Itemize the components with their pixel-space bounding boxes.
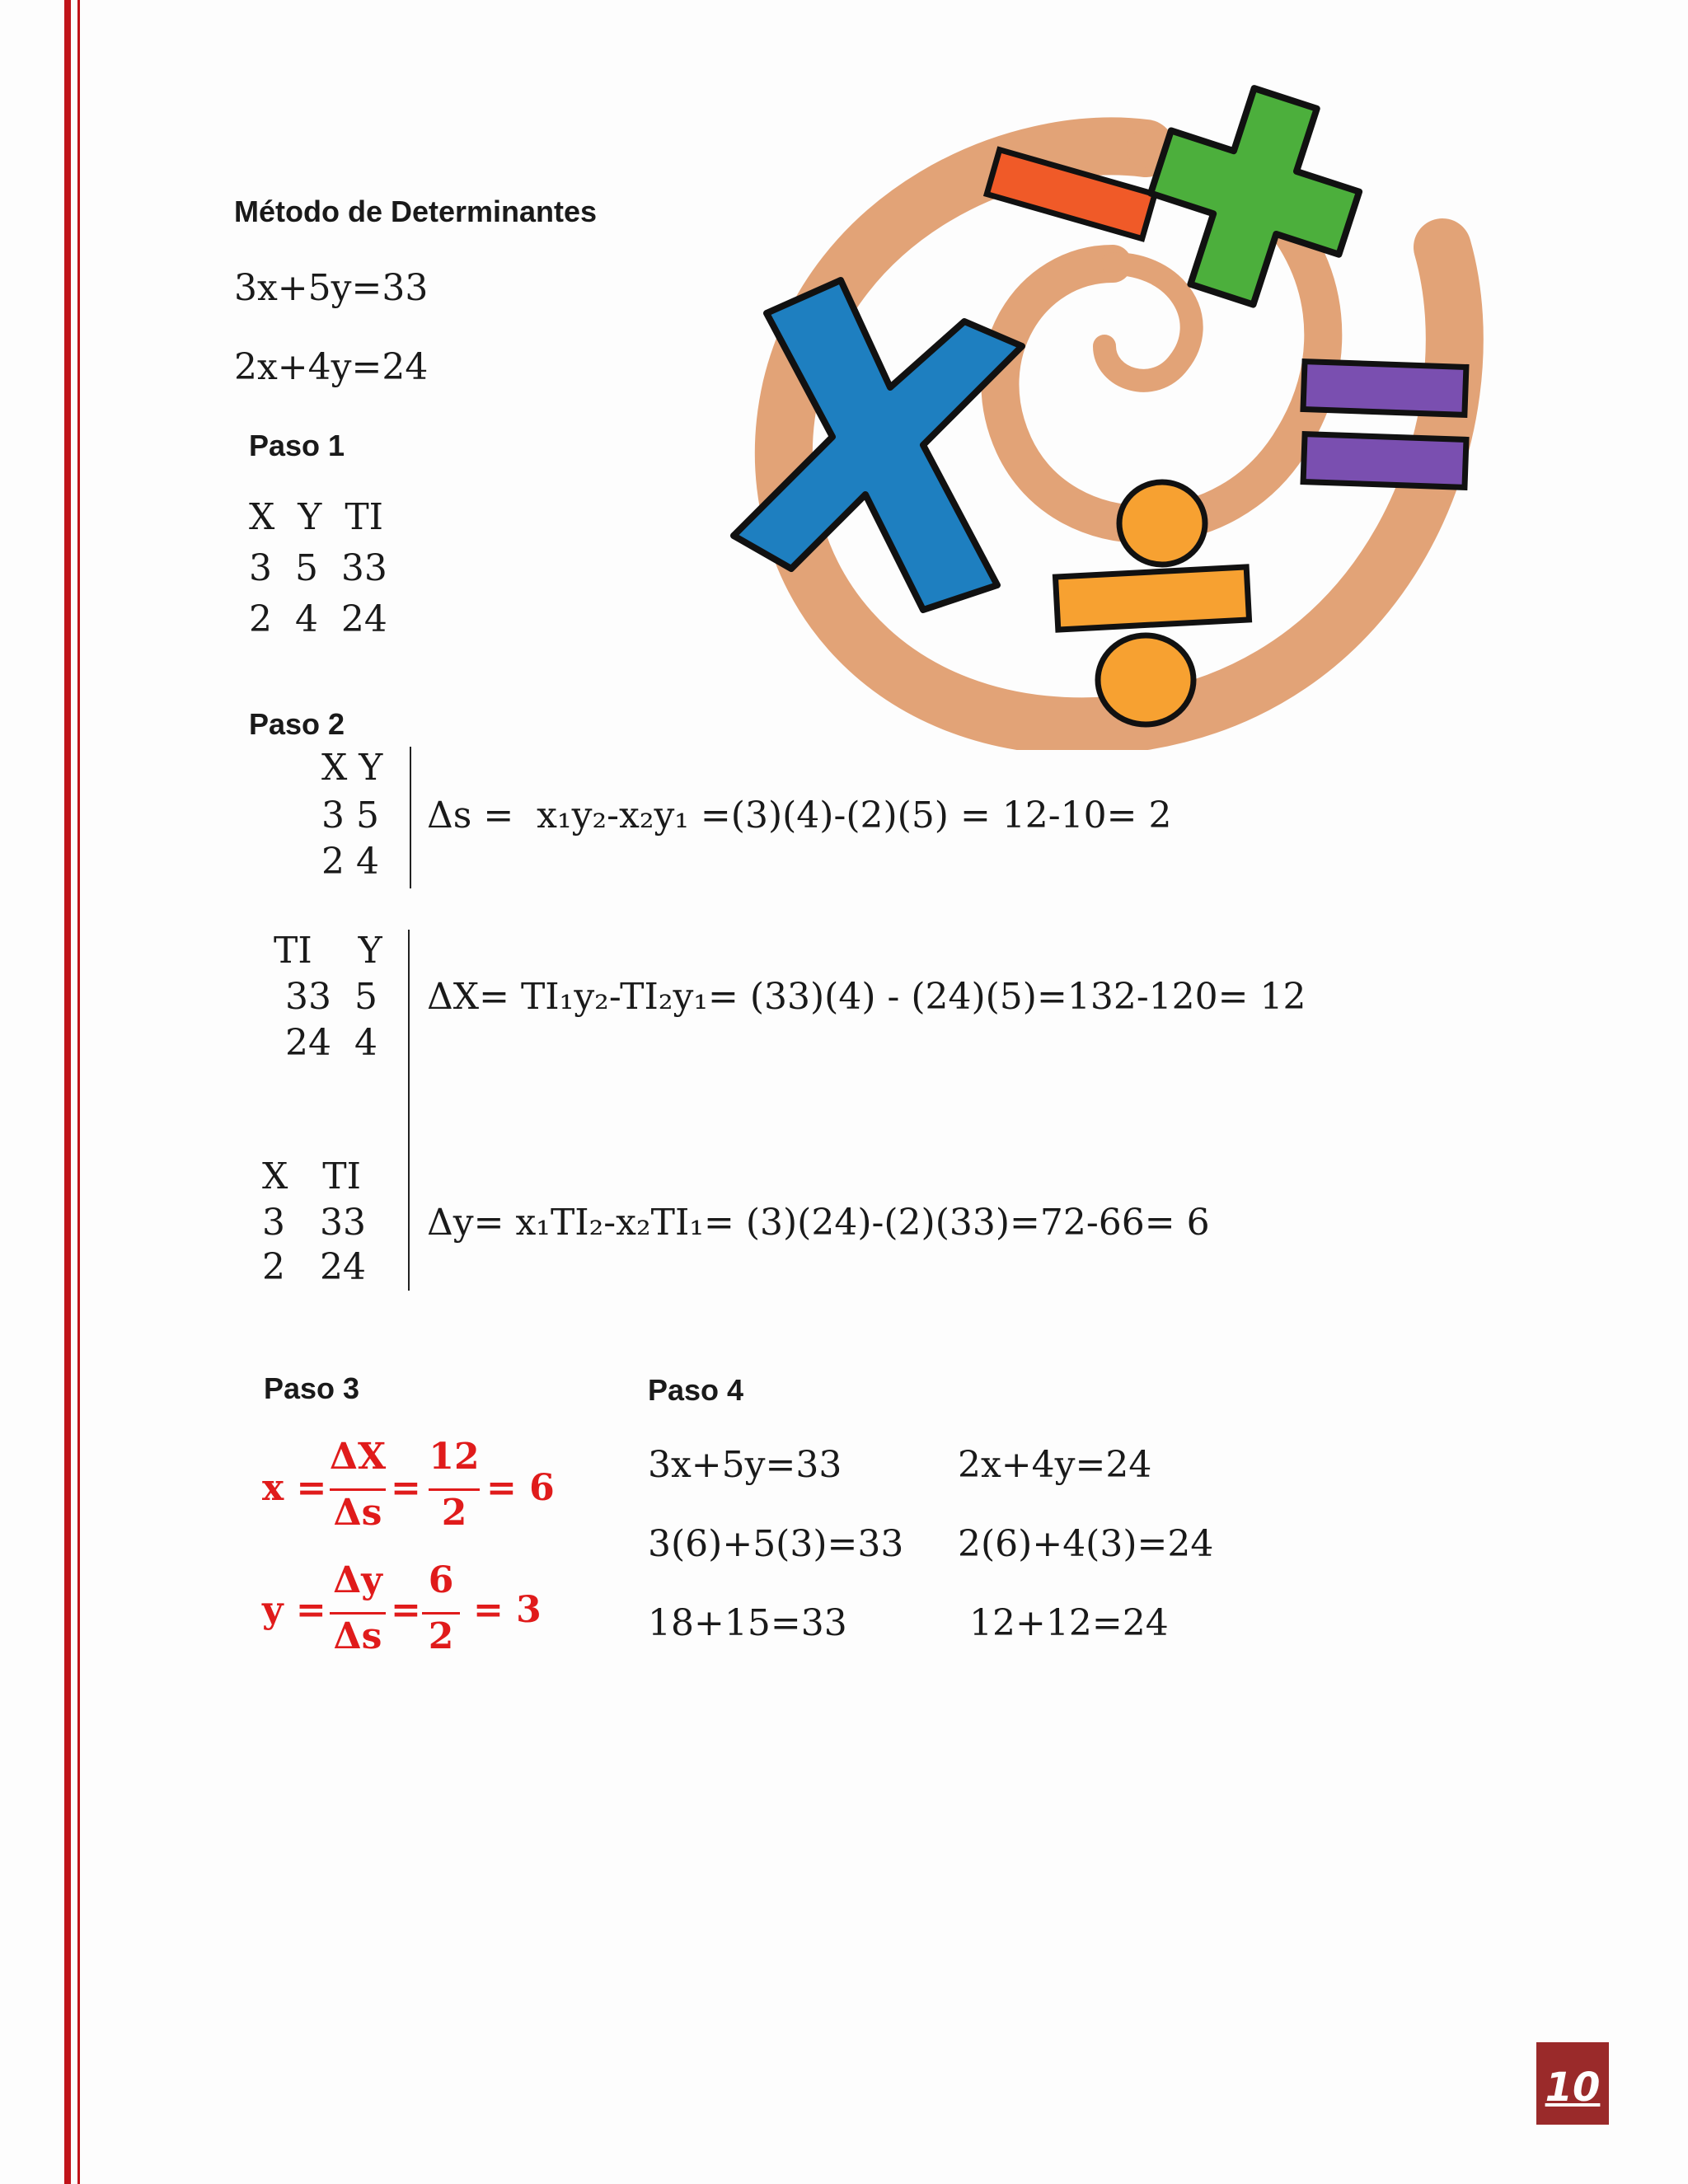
ds-formula: Δs = x₁y₂-x₂y₁ =(3)(4)-(2)(5) = 12-10= 2 [427, 794, 1172, 837]
paso1-label: Paso 1 [249, 429, 345, 462]
page-number: 10 [1545, 2064, 1601, 2111]
x-den2: 2 [441, 1492, 467, 1534]
paso4-label: Paso 4 [648, 1373, 744, 1407]
y-den1: Δs [333, 1615, 382, 1657]
equation-1: 3x+5y=33 [234, 267, 429, 309]
check-eq1-line-2: 3(6)+5(3)=33 [648, 1523, 904, 1565]
x-num1: ΔX [329, 1436, 387, 1478]
ds-divider [410, 747, 411, 888]
check-eq1-line-1: 3x+5y=33 [648, 1444, 842, 1486]
y-den2: 2 [428, 1615, 454, 1657]
y-fraction-bar-2 [422, 1612, 460, 1615]
dx-dy-divider [408, 930, 410, 1291]
page-border-inner [77, 0, 80, 2184]
x-eq: = [391, 1467, 421, 1509]
y-var: y = [262, 1589, 326, 1631]
paso3-label: Paso 3 [264, 1371, 360, 1405]
x-result: = 6 [486, 1467, 555, 1509]
page-border-outer [64, 0, 71, 2184]
dy-matrix-row-1: 3 33 [262, 1202, 366, 1244]
ds-matrix-row-1: 3 5 [321, 794, 379, 837]
ds-matrix-row-2: 2 4 [321, 841, 379, 883]
check-eq2-line-1: 2x+4y=24 [958, 1444, 1152, 1486]
y-num1: Δy [333, 1559, 382, 1601]
dx-formula: ΔX= TI₁y₂-TI₂y₁= (33)(4) - (24)(5)=132-120= 12 [427, 976, 1306, 1018]
y-eq: = [391, 1589, 421, 1631]
page-title: Método de Determinantes [234, 194, 598, 228]
ds-matrix-header: X Y [321, 747, 383, 789]
paso1-row-2: 2 4 24 [249, 598, 387, 640]
x-num2: 12 [429, 1436, 480, 1478]
x-var: x = [262, 1467, 327, 1509]
paso2-label: Paso 2 [249, 707, 345, 741]
x-den1: Δs [333, 1492, 382, 1534]
dx-matrix-row-1: 33 5 [274, 976, 377, 1018]
x-fraction-bar-2 [429, 1488, 480, 1491]
paso1-row-1: 3 5 33 [249, 547, 387, 589]
dx-matrix-row-2: 24 4 [274, 1022, 377, 1064]
check-eq2-line-2: 2(6)+4(3)=24 [958, 1523, 1214, 1565]
paso1-row-header: X Y TI [249, 496, 384, 538]
x-fraction-bar-1 [330, 1488, 386, 1491]
page-number-badge [1536, 2042, 1609, 2125]
dy-formula: Δy= x₁TI₂-x₂TI₁= (3)(24)-(2)(33)=72-66= 6 [427, 1202, 1210, 1244]
y-num2: 6 [428, 1559, 454, 1601]
check-eq2-line-3: 12+12=24 [958, 1602, 1169, 1644]
dy-matrix-row-2: 2 24 [262, 1246, 366, 1288]
dx-matrix-header: TI Y [274, 930, 382, 972]
y-result: = 3 [473, 1589, 542, 1631]
equation-2: 2x+4y=24 [234, 346, 429, 388]
dy-matrix-header: X TI [262, 1155, 362, 1197]
math-symbols-illustration [717, 74, 1525, 750]
check-eq1-line-3: 18+15=33 [648, 1602, 847, 1644]
y-fraction-bar-1 [330, 1612, 386, 1615]
